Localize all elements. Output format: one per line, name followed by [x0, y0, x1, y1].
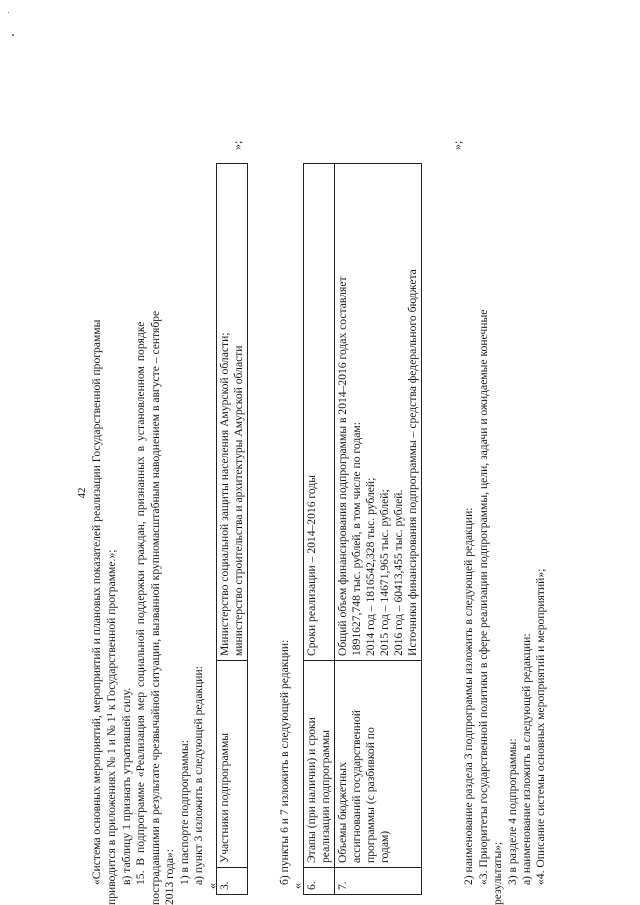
- value-line: 2015 год – 14671,965 тыс. рублей;: [378, 489, 391, 656]
- row-value: [335, 164, 422, 661]
- row-label: Участники подпрограммы: [217, 661, 248, 868]
- label-line: Этапы (при наличии) и сроки: [305, 717, 318, 863]
- scan-speck: [12, 34, 14, 36]
- row-number: 3.: [217, 868, 248, 895]
- value-line: 1891627,748 тыс. рублей, в том числе по годам:: [350, 422, 363, 656]
- row-value: [217, 164, 248, 661]
- participants-table: [216, 163, 248, 895]
- stages-funding-table: [303, 163, 422, 895]
- text-line: приводится в приложениях № 1 и № 1¹ к Государственной программе.»;: [105, 549, 118, 905]
- text-line: «Система основных мероприятий, мероприятий и плановых показателей реализации Государственной программы: [90, 319, 103, 885]
- label-line: ассигнований государственной: [350, 709, 363, 863]
- text-line: 3) в разделе 4 подпрограммы:: [506, 738, 519, 885]
- value-line: Сроки реализации – 2014–2016 годы: [305, 474, 318, 656]
- text-line: 1) в паспорте подпрограммы:: [178, 740, 191, 885]
- value-line: министерство строительства и архитектуры Амурской области: [232, 345, 245, 656]
- row-label: [304, 661, 335, 868]
- table-row: [217, 164, 248, 895]
- text-line: пострадавшими в результате чрезвычайной ситуации, вызванной крупномасштабным наводнением в августе – сентябре: [149, 310, 162, 905]
- row-number: 6.: [304, 868, 335, 895]
- text-line: «3. Приоритеты государственной политики в сфере реализации подпрограммы, цели, задачи и ожидаемые конечные: [477, 309, 490, 885]
- text-line: результаты»;: [491, 841, 504, 905]
- row-value: [304, 164, 335, 661]
- row-label: [335, 661, 422, 868]
- open-quote: «: [205, 883, 219, 889]
- table-row: [335, 164, 422, 895]
- open-quote: «: [290, 883, 304, 889]
- text-line: 2013 года»:: [163, 848, 176, 905]
- text-line: а) пункт 3 изложить в следующей редакции:: [192, 666, 205, 885]
- table-row: [304, 164, 335, 895]
- scan-speck: [8, 12, 9, 13]
- value-line: 2014 год – 1816542,328 тыс. рублей;: [364, 477, 377, 656]
- label-line: годам): [378, 830, 391, 863]
- page-number: 42: [76, 487, 88, 499]
- value-line: Общий объем финансирования подпрограммы в 2014–2016 годах составляет: [336, 276, 349, 656]
- text-line: в) таблицу 1 признать утратившей силу.: [120, 687, 133, 885]
- value-line: Источники финансирования подпрограммы – средства федерального бюджета: [406, 269, 419, 656]
- close-quote: »;: [230, 140, 244, 150]
- row-number: 7.: [335, 868, 422, 895]
- close-quote: »;: [450, 140, 464, 150]
- text-line: «4. Описание системы основных мероприятий и мероприятий»;: [534, 568, 547, 885]
- value-line: 2016 год – 60413,455 тыс. рублей.: [392, 489, 405, 656]
- text-line: б) пункты 6 и 7 изложить в следующей редакции:: [278, 639, 291, 885]
- text-line: 2) наименование раздела 3 подпрограммы изложить в следующей редакции:: [462, 507, 475, 885]
- rotated-content: [70, 73, 547, 905]
- value-line: Министерство социальной защиты населения Амурской области;: [218, 332, 231, 656]
- label-line: Объемы бюджетных: [336, 762, 349, 863]
- label-line: реализации подпрограммы: [319, 729, 332, 863]
- label-line: программы (с разбивкой по: [364, 727, 377, 863]
- text-line: 15. В подпрограмме «Реализация мер социальной поддержки граждан, признанных в установленном порядке: [134, 321, 147, 885]
- text-line: а) наименование изложить в следующей редакции:: [520, 633, 533, 885]
